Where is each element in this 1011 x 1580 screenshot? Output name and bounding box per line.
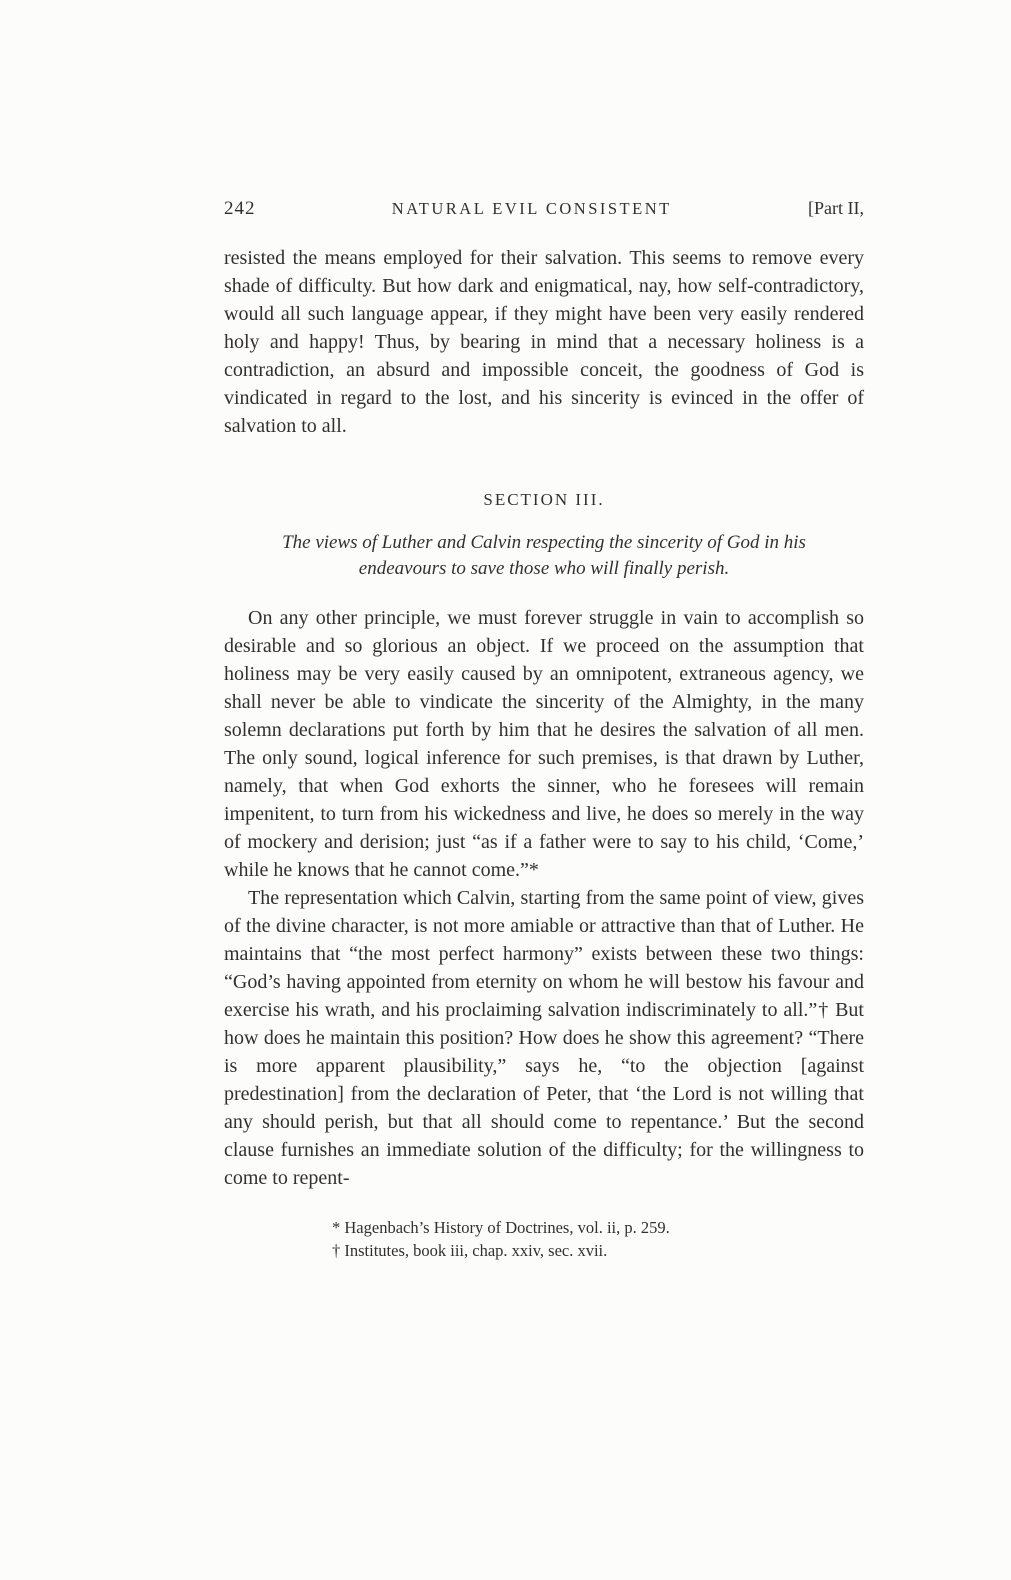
paragraph-calvin: The representation which Calvin, starting from the same point of view, gives of the divine character, is not more amiable or attractive than that of Luther. He maintains that “the most perfect harmony” exists between these two things: “God’s having appointed from eternity on whom he will bestow his favour and exercise his wrath, and his proclaiming salvation indiscriminately to all.”† But how does he maintain this position? How does he show this agreement? “There is more apparent plausibility,” says he, “to the objection [against predestination] from the declaration of Peter, that ‘the Lord is not willing that any should perish, but that all should come to repentance.’ But the second clause furnishes an immediate solution of the difficulty; for the willingness to come to repent- [224,887,864,1189]
book-page [224,198,864,1262]
footnote-hagenbach: * Hagenbach’s History of Doctrines, vol. ii, p. 259. [332,1218,670,1237]
section-heading: SECTION III. [483,490,605,509]
section-header-block [224,486,864,582]
running-header [224,198,864,220]
footnote-institutes: † Institutes, book iii, chap. xxiv, sec. xvii. [332,1241,608,1260]
paragraph-continuation: resisted the means employed for their salvation. This seems to remove every shade of difficulty. But how dark and enigmatical, nay, how self-contradictory, would all such language appear, if they might have been very easily rendered holy and happy! Thus, by bearing in mind that a necessary holiness is a contradiction, an absurd and impossible conceit, the goodness of God is vindicated in regard to the lost, and his sincerity is evinced in the offer of salvation to all. [224,247,864,437]
paragraph-luther: On any other principle, we must forever struggle in vain to accomplish so desirable and so glorious an object. If we proceed on the assumption that holiness may be very easily caused by an omnipotent, extraneous agency, we shall never be able to vindicate the sincerity of the Almighty, in the many solemn declarations put forth by him that he desires the salvation of all men. The only sound, logical inference for such premises, is that drawn by Luther, namely, that when God exhorts the sinner, who he foresees will remain impenitent, to turn from his wickedness and live, he does so merely in the way of mockery and derision; just “as if a father were to say to his child, ‘Come,’ while he knows that he cannot come.”* [224,607,864,881]
running-title: NATURAL EVIL CONSISTENT [391,199,672,218]
page-body [224,244,864,1262]
page-number: 242 [224,198,256,219]
part-label: [Part II, [808,198,864,218]
footnotes [224,1216,864,1262]
section-subtitle: The views of Luther and Calvin respecting the sincerity of God in his endeavours to save those who will finally perish. [282,532,806,579]
